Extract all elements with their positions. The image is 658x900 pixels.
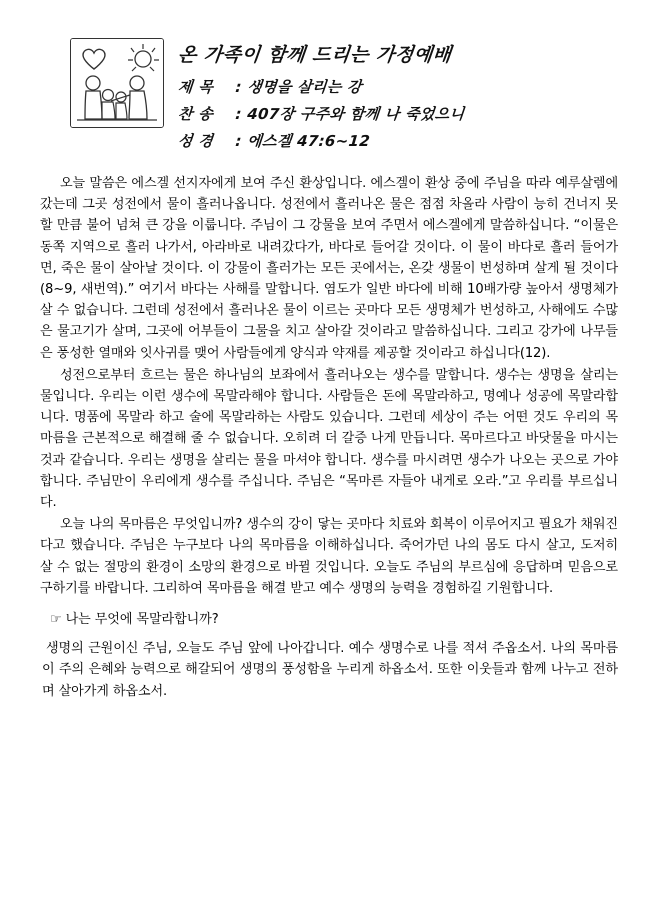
family-worship-illustration	[70, 38, 164, 128]
closing-prayer: 생명의 근원이신 주님, 오늘도 주님 앞에 나아갑니다. 예수 생명수로 나를 적셔 주옵소서. 나의 목마름이 주의 은혜와 능력으로 해갈되어 생명의 풍성함을 누리게 하옵소서. 또한 이웃들과 함께 나누고 전하며 살아가게 하옵소서.	[42, 641, 618, 699]
meta-value-scripture: 에스겔 47:6~12	[246, 132, 371, 150]
reflection-question	[40, 609, 618, 630]
page-title: 온 가족이 함께 드리는 가정예배	[176, 44, 453, 66]
meta-label-hymn: 찬 송	[177, 105, 214, 123]
pointing-hand-icon: ☞	[50, 612, 62, 628]
meta-value-subject: 생명을 살리는 강	[246, 78, 363, 96]
document-body	[40, 173, 618, 702]
meta-label-subject: 제 목	[177, 78, 214, 96]
meta-row-hymn: 찬 송 : 407장 구주와 함께 나 죽었으니	[177, 105, 466, 123]
meta-row-scripture: 성 경 : 에스겔 47:6~12	[177, 132, 371, 150]
meta-value-hymn: 407장 구주와 함께 나 죽었으니	[246, 105, 466, 123]
paragraph: 오늘 말씀은 에스겔 선지자에게 보여 주신 환상입니다. 에스겔이 환상 중에 주님을 따라 예루살렘에 갔는데 그곳 성전에서 물이 흘러나옵니다. 성전에서 흘러나온 물은 점점 차올라 사람이 능히 건너지 못할 만큼 불어 넘쳐 큰 강을 이룹니다. 주님이 그 강물을 보여 주면서 에스겔에게 말씀하십니다. “이물은 동쪽 지역으로 흘러 나가서, 아라바로 내려갔다가, 바다로 들어갈 것이다. 이 물이 바다로 흘러 들어가면, 죽은 물이 살아날 것이다. 이 강물이 흘러가는 모든 곳에서는, 온갖 생물이 번성하며 살게 될 것이다(8~9, 새번역).” 여기서 바다는 사해를 말합니다. 염도가 일반 바다에 비해 10배가량 높아서 생명체가 살 수 없습니다. 그런데 성전에서 흘러나온 물이 이르는 곳마다 모든 생명체가 번성하고, 사해에도 수많은 물고기가 살며, 그곳에 어부들이 그물을 치고 살아갈 것이라고 말씀하십니다. 그리고 강가에 나무들은 풍성한 열매와 잇사귀를 맺어 사람들에게 양식과 약재를 제공할 것이라고 하십니다(12).	[40, 176, 618, 361]
paragraph: 오늘 나의 목마름은 무엇입니까? 생수의 강이 닿는 곳마다 치료와 회복이 이루어지고 필요가 채워진다고 했습니다. 주님은 누구보다 나의 목마름을 이해하십니다. 죽어가던 나의 몸도 다시 살고, 도저히 살 수 없는 절망의 환경이 소망의 환경으로 바뀔 것입니다. 오늘도 주님의 부르심에 응답하며 믿음으로 구하기를 바랍니다. 그리하여 목마름을 해결 받고 예수 생명의 능력을 경험하길 기원합니다.	[40, 517, 618, 596]
meta-label-scripture: 성 경	[177, 132, 214, 150]
document-header	[70, 38, 618, 157]
paragraph: 성전으로부터 흐르는 물은 하나님의 보좌에서 흘러나오는 생수를 말합니다. 생수는 생명을 살리는 물입니다. 우리는 이런 생수에 목말라해야 합니다. 사람들은 돈에 목말라하고, 명예나 성공에 목말라합니다. 명품에 목말라 하고 술에 목말라하는 사람도 있습니다. 그런데 세상이 주는 어떤 것도 우리의 목마름을 근본적으로 해결해 줄 수 없습니다. 오히려 더 갈증 나게 만듭니다. 목마르다고 바닷물을 마시는 것과 같습니다. 우리는 생명을 살리는 물을 마셔야 합니다. 생수를 마시려면 생수가 나오는 곳으로 가야 합니다. 주님만이 우리에게 생수를 주십니다. 주님은 “목마른 자들아 내게로 오라.”고 우리를 부르십니다.	[40, 367, 618, 511]
meta-row-subject: 제 목 : 생명을 살리는 강	[177, 78, 363, 96]
header-text-block	[178, 38, 618, 157]
reflection-question-text: 나는 무엇에 목말라합니까?	[65, 612, 219, 628]
